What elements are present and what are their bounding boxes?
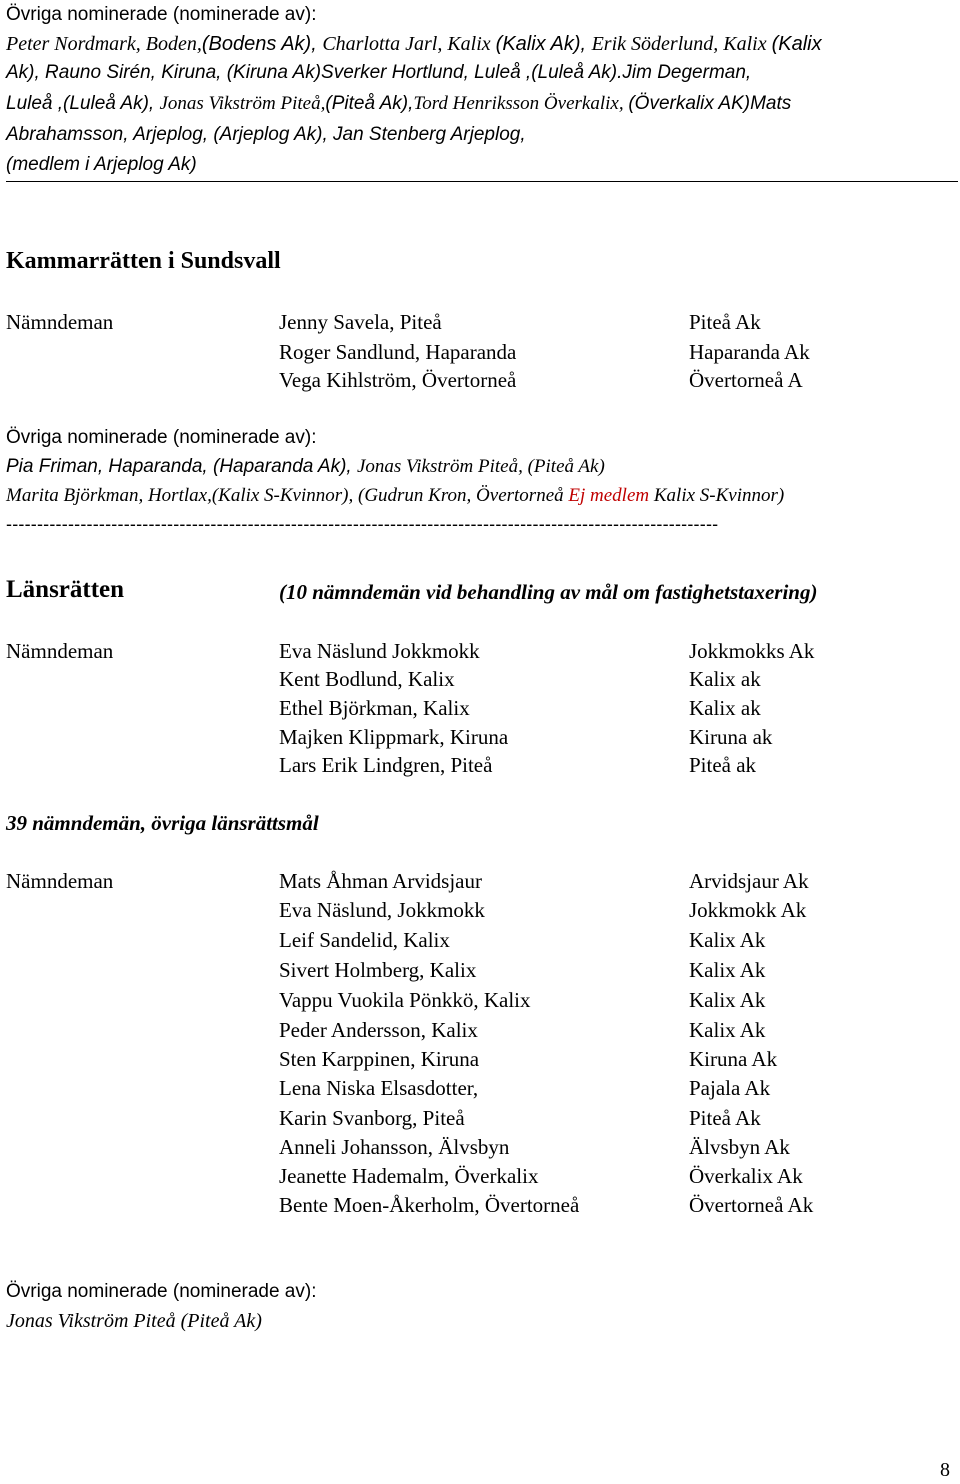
member-name: Kent Bodlund, Kalix — [279, 667, 455, 691]
member-name: Mats Åhman Arvidsjaur — [279, 869, 482, 893]
nominees-heading: Övriga nominerade (nominerade av): — [6, 1281, 317, 1302]
nominees-text: Ak), Rauno Sirén, Kiruna, (Kiruna Ak)Sverker Hortlund, Luleå ,(Luleå Ak). — [6, 62, 623, 83]
nominees-text: Jim Degerman, — [622, 62, 752, 83]
nominees-text: (Kalix — [771, 33, 822, 55]
nominees-text: (Piteå Ak), — [325, 93, 414, 114]
member-org: Kalix ak — [689, 667, 761, 691]
member-name: Roger Sandlund, Haparanda — [279, 340, 517, 364]
member-org: Kalix Ak — [689, 988, 766, 1012]
member-org: Älvsbyn Ak — [689, 1135, 790, 1159]
member-org: Kalix ak — [689, 696, 761, 720]
member-org: Piteå Ak — [689, 310, 761, 334]
member-name: Lena Niska Elsasdotter, — [279, 1076, 479, 1100]
nominees-line-5: (medlem i Arjeplog Ak) — [6, 154, 197, 175]
nominees-line-4: Abrahamsson, Arjeplog, (Arjeplog Ak), Jan Stenberg Arjeplog, — [6, 124, 526, 145]
member-org: Piteå ak — [689, 753, 757, 777]
member-org: Jokkmokk Ak — [689, 898, 807, 922]
nominees-text: Charlotta Jarl, Kalix — [322, 33, 496, 55]
member-org: Arvidsjaur Ak — [689, 869, 809, 893]
member-org: Pajala Ak — [689, 1076, 771, 1100]
page-number: 8 — [940, 1459, 950, 1481]
member-name: Eva Näslund Jokkmokk — [279, 639, 480, 663]
member-name: Jenny Savela, Piteå — [279, 310, 442, 334]
nominees-text: Erik Söderlund, Kalix — [591, 33, 772, 55]
nominees-text: Tord Henriksson Överkalix, — [413, 93, 629, 114]
nominees-text: (Bodens Ak), — [201, 33, 323, 55]
nominees-line-3 — [6, 93, 791, 115]
nominees-text: Jonas Vikström Piteå, (Piteå Ak) — [356, 456, 605, 477]
member-name: Peder Andersson, Kalix — [279, 1018, 478, 1042]
nominees-heading: Övriga nominerade (nominerade av): — [6, 427, 317, 448]
member-org: Övertorneå Ak — [689, 1193, 814, 1217]
section-subtitle: (10 nämndemän vid behandling av mål om fastighetstaxering) — [279, 580, 818, 604]
member-name: Eva Näslund, Jokkmokk — [279, 898, 485, 922]
nominees-text: Pia Friman, Haparanda, (Haparanda Ak), — [6, 456, 357, 477]
section-rule — [6, 181, 958, 182]
member-name: Karin Svanborg, Piteå — [279, 1106, 465, 1130]
member-name: Bente Moen-Åkerholm, Övertorneå — [279, 1193, 580, 1217]
member-name: Anneli Johansson, Älvsbyn — [279, 1135, 510, 1159]
nominees-line — [6, 485, 784, 507]
section-title-lansratten: Länsrätten — [6, 576, 125, 603]
nominees-text: (Kalix Ak), — [495, 33, 592, 55]
role-label: Nämndeman — [6, 639, 114, 663]
member-org: Kalix Ak — [689, 928, 766, 952]
nominees-text: (Överkalix AK)Mats — [628, 93, 792, 114]
nominees-text: Peter Nordmark, Boden, — [6, 33, 202, 55]
member-name: Vappu Vuokila Pönkkö, Kalix — [279, 988, 531, 1012]
member-name: Leif Sandelid, Kalix — [279, 928, 450, 952]
nominees-text: Luleå ,(Luleå Ak), — [6, 93, 160, 114]
member-org: Kalix Ak — [689, 1018, 766, 1042]
nominees-line-2 — [6, 62, 751, 84]
member-org: Jokkmokks Ak — [689, 639, 815, 663]
member-name: Majken Klippmark, Kiruna — [279, 725, 509, 749]
member-name: Vega Kihlström, Övertorneå — [279, 368, 517, 392]
section-title-ovriga: 39 nämndemän, övriga länsrättsmål — [6, 811, 319, 835]
member-org: Övertorneå A — [689, 368, 803, 392]
nominees-line-1 — [6, 33, 822, 56]
role-label: Nämndeman — [6, 869, 114, 893]
member-name: Lars Erik Lindgren, Piteå — [279, 753, 493, 777]
nominees-text: Kalix S-Kvinnor) — [649, 485, 785, 506]
nominees-line: Jonas Vikström Piteå (Piteå Ak) — [6, 1310, 262, 1332]
member-org: Överkalix Ak — [689, 1164, 803, 1188]
nominees-text: Marita Björkman, Hortlax,(Kalix S-Kvinnor), (Gudrun Kron, Övertorneå — [6, 485, 569, 506]
member-org: Kalix Ak — [689, 958, 766, 982]
role-label: Nämndeman — [6, 310, 114, 334]
nominees-line — [6, 456, 605, 478]
member-org: Piteå Ak — [689, 1106, 761, 1130]
section-title-kammarratten: Kammarrätten i Sundsvall — [6, 248, 281, 274]
nominees-heading: Övriga nominerade (nominerade av): — [6, 4, 317, 25]
member-name: Sten Karppinen, Kiruna — [279, 1047, 480, 1071]
member-org: Haparanda Ak — [689, 340, 810, 364]
member-name: Ethel Björkman, Kalix — [279, 696, 470, 720]
member-org: Kiruna ak — [689, 725, 773, 749]
member-org: Kiruna Ak — [689, 1047, 778, 1071]
not-member-note: Ej medlem — [568, 485, 650, 506]
member-name: Sivert Holmberg, Kalix — [279, 958, 477, 982]
nominees-text: Jonas Vikström Piteå, — [159, 93, 326, 114]
member-name: Jeanette Hademalm, Överkalix — [279, 1164, 539, 1188]
dashed-separator: ------------------------------------------------------------------------------------------------------------------- — [6, 514, 719, 534]
